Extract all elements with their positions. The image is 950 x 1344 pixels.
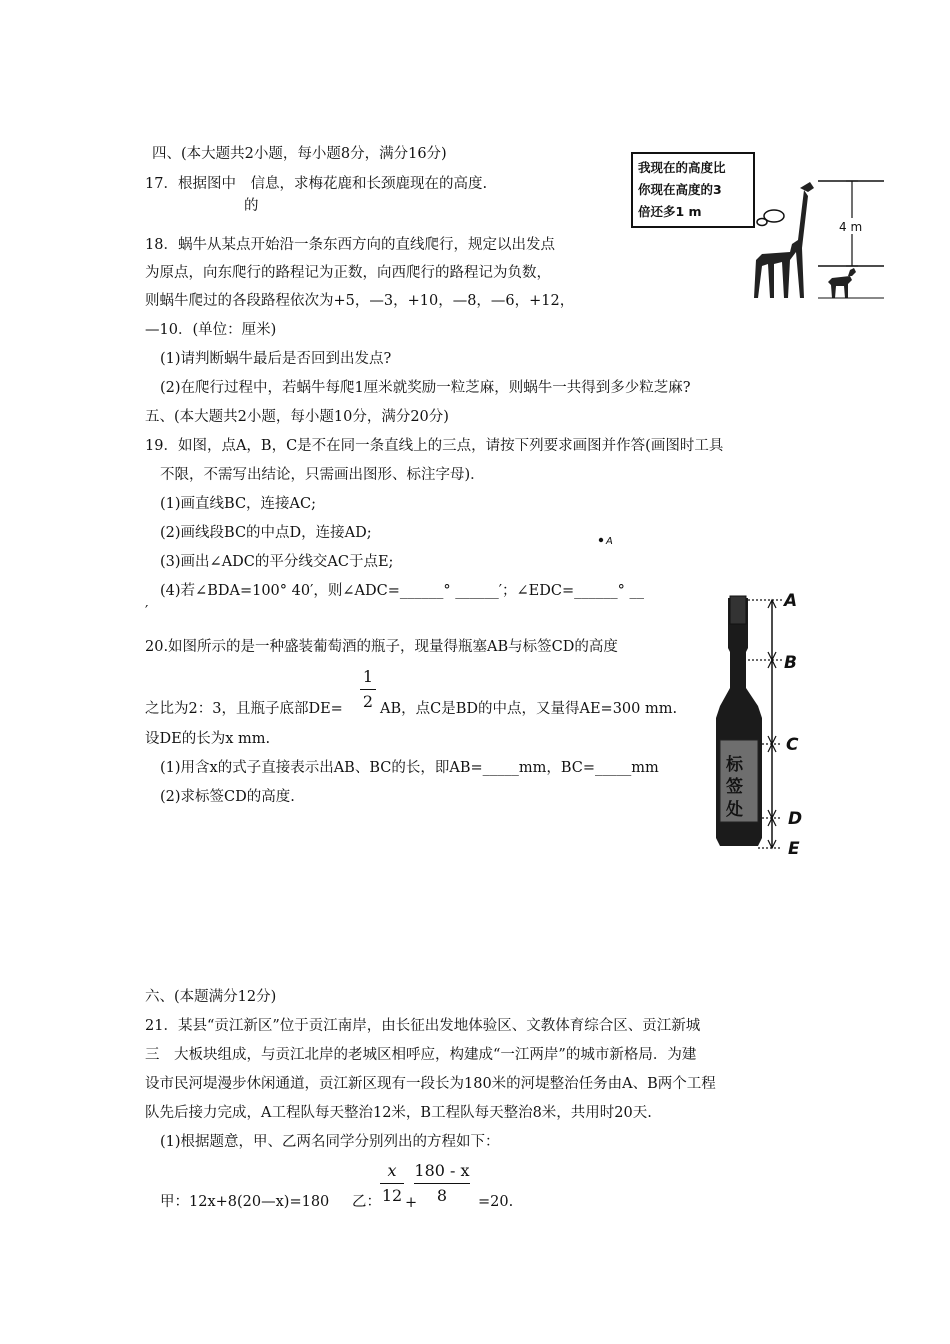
q18-line-2: 为原点，向东爬行的路程记为正数，向西爬行的路程记为负数，	[145, 265, 551, 281]
bottle-cork	[730, 596, 746, 624]
point-a-label: A	[606, 536, 613, 547]
wine-bottle-figure	[706, 588, 818, 856]
q20-frac-num: 1	[362, 667, 374, 686]
bubble-tail-small	[757, 219, 767, 226]
q20-line-1: 20.如图所示的是一种盛装葡萄酒的瓶子，现量得瓶塞AB与标签CD的高度	[145, 639, 618, 655]
giraffe-deer-figure	[622, 148, 890, 308]
point-a-dot	[599, 538, 603, 542]
giraffe-icon	[754, 182, 814, 298]
q21-line-4: 队先后接力完成，A工程队每天整治12米，B工程队每天整治8米，共用时20天.	[145, 1105, 652, 1121]
q18-part-2: (2)在爬行过程中，若蜗牛每爬1厘米就奖励一粒芝麻，则蜗牛一共得到多少粒芝麻?	[160, 380, 691, 396]
q21-line-1: 21．某县“贡江新区”位于贡江南岸，由长征出发地体验区、文教体育综合区、贡江新城	[145, 1018, 701, 1034]
q21-frac1-num: x	[387, 1161, 397, 1180]
bottle-label-e: E	[788, 839, 800, 856]
q18-line-4: —10．(单位：厘米)	[145, 322, 277, 338]
q19-point-figure	[596, 530, 620, 550]
q20-line-3: 设DE的长为x mm.	[145, 731, 271, 747]
section6-heading: 六、(本题满分12分)	[145, 989, 277, 1005]
bottle-tag-char-2: 签	[726, 777, 743, 797]
q17-de-char: 的	[244, 198, 259, 214]
q21-line-2: 三 大板块组成，与贡江北岸的老城区相呼应，构建成“一江两岸”的城市新格局．为建	[145, 1047, 697, 1063]
section5-heading: 五、(本大题共2小题，每小题10分，满分20分)	[145, 409, 449, 425]
q20-fraction-half	[360, 666, 376, 713]
q20-part-2: (2)求标签CD的高度.	[160, 789, 295, 805]
q21-equation-end: =20.	[478, 1194, 514, 1210]
bottle-tag-char-3: 处	[726, 800, 743, 820]
bottle-label-a: A	[784, 591, 798, 611]
q20-line-2a: 之比为2：3，且瓶子底部DE=	[145, 701, 343, 717]
q19-part-3: (3)画出∠ADC的平分线交AC于点E;	[160, 554, 394, 570]
q19-part-2: (2)画线段BC的中点D，连接AD;	[160, 525, 372, 541]
q17-text: 17．根据图中 信息，求梅花鹿和长颈鹿现在的高度.	[145, 176, 488, 192]
q19-part-4-prime: ′	[145, 604, 149, 620]
bottle-label-b: B	[784, 653, 797, 673]
q21-frac1-den: 12	[381, 1186, 403, 1205]
q21-part-1: (1)根据题意，甲、乙两名同学分别列出的方程如下：	[160, 1134, 500, 1150]
bottle-label-c: C	[786, 735, 799, 755]
height-label: 4 m	[839, 220, 863, 234]
q18-line-1: 18．蜗牛从某点开始沿一条东西方向的直线爬行，规定以出发点	[145, 237, 555, 253]
q18-line-3: 则蜗牛爬过的各段路程依次为+5，—3，+10，—8，—6，+12，	[145, 293, 575, 309]
q19-line-2: 不限，不需写出结论，只需画出图形、标注字母)．	[160, 467, 485, 483]
q19-part-4: (4)若∠BDA=100° 40′，则∠ADC=______° ______′；∠EDC=______° __	[160, 583, 644, 599]
bottle-tag-char-1: 标	[726, 755, 743, 775]
q20-part-1: (1)用含x的式子直接表示出AB、BC的长，即AB=_____mm，BC=_____mm	[160, 760, 659, 776]
q19-part-1: (1)画直线BC，连接AC;	[160, 496, 317, 512]
q21-plus-sign: +	[405, 1195, 418, 1211]
bubble-line-1: 我现在的高度比	[638, 160, 726, 175]
q21-line-3: 设市民河堤漫步休闲通道，贡江新区现有一段长为180米的河堤整治任务由A、B两个工程	[145, 1076, 716, 1092]
section4-heading: 四、(本大题共2小题，每小题8分，满分16分)	[152, 146, 447, 162]
q20-line-2b: AB，点C是BD的中点，又量得AE=300 mm.	[380, 701, 678, 717]
q21-fraction-1	[380, 1160, 404, 1207]
q21-equation-jia: 甲：12x+8(20—x)=180	[160, 1194, 330, 1210]
bubble-line-2: 你现在高度的3	[638, 182, 722, 197]
deer-icon	[828, 268, 856, 298]
q20-frac-den: 2	[362, 692, 374, 711]
q21-equation-yi-label: 乙：	[352, 1194, 381, 1210]
q21-fraction-2	[414, 1160, 470, 1207]
q18-part-1: (1)请判断蜗牛最后是否回到出发点?	[160, 351, 392, 367]
bottle-label-d: D	[788, 809, 803, 829]
q21-frac2-den: 8	[436, 1186, 448, 1205]
q21-frac2-num: 180 - x	[414, 1161, 470, 1180]
q19-line-1: 19．如图，点A，B，C是不在同一条直线上的三点，请按下列要求画图并作答(画图时工具	[145, 438, 724, 454]
bubble-line-3: 倍还多1 m	[638, 204, 702, 219]
